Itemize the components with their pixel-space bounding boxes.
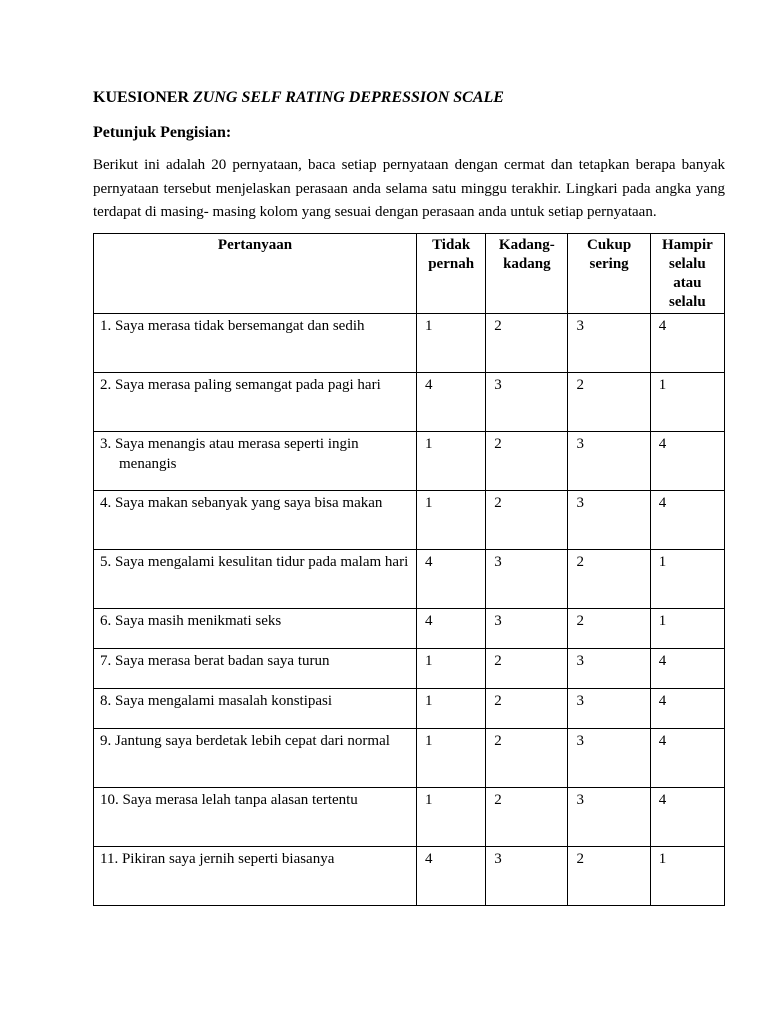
table-row bbox=[94, 431, 725, 490]
table-row bbox=[94, 688, 725, 728]
question-cell bbox=[94, 549, 417, 608]
score-option[interactable]: 2 bbox=[486, 313, 568, 372]
question-cell bbox=[94, 648, 417, 688]
score-option[interactable]: 2 bbox=[568, 846, 650, 905]
score-option[interactable]: 4 bbox=[650, 728, 724, 787]
score-option[interactable]: 3 bbox=[568, 313, 650, 372]
score-option[interactable]: 2 bbox=[486, 648, 568, 688]
score-option[interactable]: 1 bbox=[417, 728, 486, 787]
question-cell bbox=[94, 490, 417, 549]
table-row bbox=[94, 490, 725, 549]
header-question: Pertanyaan bbox=[94, 233, 417, 313]
score-option[interactable]: 2 bbox=[486, 728, 568, 787]
title-scale-name: ZUNG SELF RATING DEPRESSION SCALE bbox=[193, 89, 504, 106]
score-option[interactable]: 2 bbox=[486, 431, 568, 490]
question-cell bbox=[94, 313, 417, 372]
question-text: 2. Saya merasa paling semangat pada pagi hari bbox=[100, 376, 381, 393]
score-option[interactable]: 4 bbox=[650, 490, 724, 549]
header-often: Cukup sering bbox=[568, 233, 650, 313]
header-never: Tidak pernah bbox=[417, 233, 486, 313]
score-option[interactable]: 3 bbox=[486, 372, 568, 431]
score-option[interactable]: 1 bbox=[650, 549, 724, 608]
score-option[interactable]: 4 bbox=[650, 313, 724, 372]
score-option[interactable]: 3 bbox=[568, 648, 650, 688]
score-option[interactable]: 2 bbox=[568, 549, 650, 608]
score-option[interactable]: 3 bbox=[568, 431, 650, 490]
question-text: 4. Saya makan sebanyak yang saya bisa makan bbox=[100, 494, 383, 511]
question-cell bbox=[94, 431, 417, 490]
score-option[interactable]: 1 bbox=[417, 490, 486, 549]
question-text: 8. Saya mengalami masalah konstipasi bbox=[100, 692, 333, 709]
question-cell bbox=[94, 688, 417, 728]
table-row bbox=[94, 846, 725, 905]
instructions-text: Berikut ini adalah 20 pernyataan, baca setiap pernyataan dengan cermat dan tetapkan berapa banyak pernyataan tersebut menjelaskan perasaan anda selama satu minggu terakhir. Lingkari pada angka yang terdapat di masing- masing kolom yang sesuai dengan perasaan anda untuk setiap pernyataan. bbox=[93, 157, 725, 220]
score-option[interactable]: 3 bbox=[568, 490, 650, 549]
question-text: 7. Saya merasa berat badan saya turun bbox=[100, 652, 330, 669]
question-cell bbox=[94, 787, 417, 846]
question-text: 6. Saya masih menikmati seks bbox=[100, 612, 282, 629]
score-option[interactable]: 2 bbox=[486, 490, 568, 549]
score-option[interactable]: 1 bbox=[650, 372, 724, 431]
table-row bbox=[94, 728, 725, 787]
score-option[interactable]: 1 bbox=[650, 608, 724, 648]
score-option[interactable]: 3 bbox=[568, 787, 650, 846]
score-option[interactable]: 4 bbox=[417, 372, 486, 431]
score-option[interactable]: 4 bbox=[417, 608, 486, 648]
score-option[interactable]: 4 bbox=[650, 787, 724, 846]
score-option[interactable]: 1 bbox=[650, 846, 724, 905]
score-option[interactable]: 2 bbox=[568, 608, 650, 648]
question-cell bbox=[94, 372, 417, 431]
score-option[interactable]: 4 bbox=[650, 648, 724, 688]
score-option[interactable]: 2 bbox=[486, 787, 568, 846]
question-text: 5. Saya mengalami kesulitan tidur pada malam hari bbox=[100, 553, 409, 570]
question-text: 9. Jantung saya berdetak lebih cepat dari normal bbox=[100, 732, 390, 749]
score-option[interactable]: 3 bbox=[486, 608, 568, 648]
question-text: 3. Saya menangis atau merasa seperti ingin menangis bbox=[100, 435, 359, 472]
score-option[interactable]: 4 bbox=[650, 431, 724, 490]
score-option[interactable]: 3 bbox=[486, 846, 568, 905]
document-title bbox=[93, 86, 725, 110]
header-sometimes: Kadang-kadang bbox=[486, 233, 568, 313]
score-option[interactable]: 3 bbox=[568, 688, 650, 728]
table-row bbox=[94, 313, 725, 372]
score-option[interactable]: 2 bbox=[486, 688, 568, 728]
table-row bbox=[94, 787, 725, 846]
question-text: 10. Saya merasa lelah tanpa alasan tertentu bbox=[100, 791, 358, 808]
score-option[interactable]: 4 bbox=[650, 688, 724, 728]
table-row bbox=[94, 549, 725, 608]
table-row bbox=[94, 648, 725, 688]
score-option[interactable]: 1 bbox=[417, 431, 486, 490]
score-option[interactable]: 3 bbox=[486, 549, 568, 608]
instructions-heading: Petunjuk Pengisian: bbox=[93, 124, 232, 141]
title-prefix: KUESIONER bbox=[93, 89, 190, 106]
question-cell bbox=[94, 728, 417, 787]
table-row bbox=[94, 372, 725, 431]
score-option[interactable]: 4 bbox=[417, 846, 486, 905]
score-option[interactable]: 1 bbox=[417, 787, 486, 846]
score-option[interactable]: 4 bbox=[417, 549, 486, 608]
score-option[interactable]: 1 bbox=[417, 648, 486, 688]
table-header-row bbox=[94, 233, 725, 313]
question-cell bbox=[94, 608, 417, 648]
score-option[interactable]: 3 bbox=[568, 728, 650, 787]
score-option[interactable]: 1 bbox=[417, 313, 486, 372]
questionnaire-table bbox=[93, 233, 725, 906]
header-always: Hampir selalu atau selalu bbox=[650, 233, 724, 313]
question-text: 1. Saya merasa tidak bersemangat dan sedih bbox=[100, 317, 365, 334]
question-text: 11. Pikiran saya jernih seperti biasanya bbox=[100, 850, 335, 867]
document-page bbox=[93, 86, 725, 906]
table-row bbox=[94, 608, 725, 648]
score-option[interactable]: 2 bbox=[568, 372, 650, 431]
question-cell bbox=[94, 846, 417, 905]
score-option[interactable]: 1 bbox=[417, 688, 486, 728]
